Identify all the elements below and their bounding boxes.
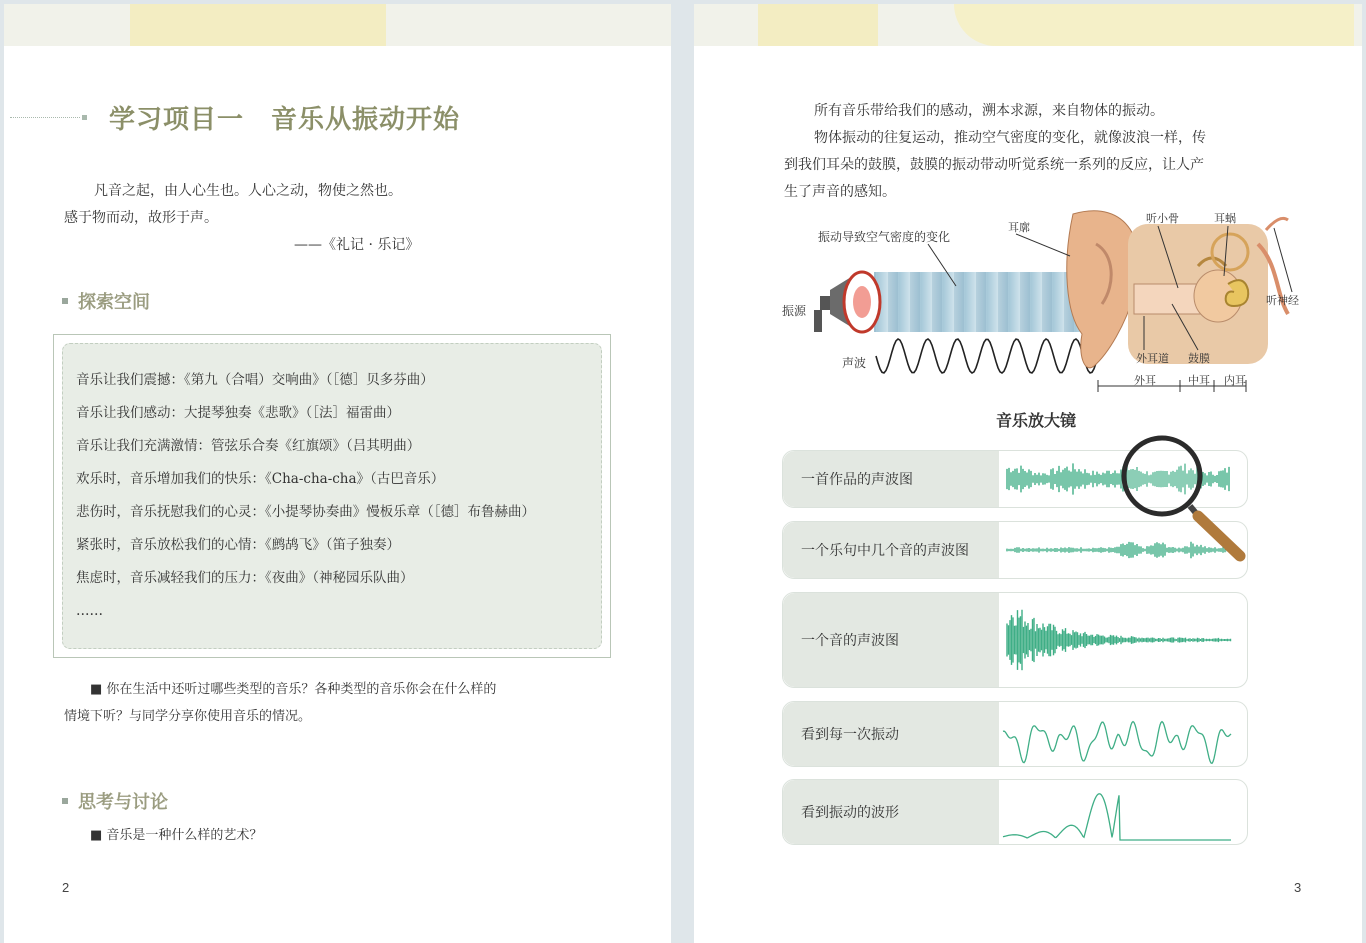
vibration-source-label: 振源 [782, 304, 807, 318]
explanation-line-3: 生了声音的感知。 [784, 184, 896, 200]
music-examples-list [76, 369, 535, 633]
magnifier-title: 音乐放大镜 [996, 411, 1077, 430]
title-marker [82, 115, 87, 120]
page-header-band [4, 4, 671, 46]
section-heading-text: 思考与讨论 [78, 792, 168, 813]
music-example-item: 音乐让我们感动：大提琴独奏《悲歌》（［法］福雷曲） [76, 405, 400, 421]
activity-prompt-line-2: 情境下听？与同学分享你使用音乐的情况。 [64, 709, 312, 724]
music-example-item: 焦虑时，音乐减轻我们的压力：《夜曲》（神秘园乐队曲） [76, 570, 414, 586]
quote-line-1: 凡音之起，由人心生也。人心之动，物使之然也。 [94, 183, 402, 199]
discussion-question: ■ 音乐是一种什么样的艺术？ [90, 828, 263, 843]
left-page [4, 4, 671, 943]
activity-prompt-line-1: ■ 你在生活中还听过哪些类型的音乐？各种类型的音乐你会在什么样的 [90, 682, 497, 697]
vibration-curve [1003, 794, 1231, 840]
header-decoration [954, 4, 1354, 46]
waveform-single-note [999, 593, 1247, 687]
quote-line-2: 感于物而动，故形于声。 [64, 210, 218, 226]
waveform-row-wave-shape [782, 779, 1248, 845]
intro-paragraph: 所有音乐带给我们的感动，溯本求源，来自物体的振动。 [814, 103, 1164, 119]
music-example-item: …… [76, 603, 103, 619]
ear-canal-label: 外耳道 [1136, 352, 1169, 365]
ossicles-label: 听小骨 [1146, 212, 1179, 225]
right-page [694, 4, 1362, 943]
sound-wave-curve [876, 339, 1098, 373]
title-row [4, 99, 460, 136]
explanation-line-2: 到我们耳朵的鼓膜，鼓膜的振动带动听觉系统一系列的反应，让人产 [784, 157, 1204, 173]
row-label: 一个音的声波图 [783, 593, 999, 687]
waveform-wave-shape [999, 780, 1247, 844]
section-marker [62, 298, 68, 304]
music-example-item: 音乐让我们充满激情：管弦乐合奏《红旗颂》（吕其明曲） [76, 438, 421, 454]
music-example-item: 悲伤时，音乐抚慰我们的心灵：《小提琴协奏曲》慢板乐章（［德］布鲁赫曲） [76, 504, 535, 520]
title-dotted-rule [10, 117, 80, 118]
music-example-item: 欢乐时，音乐增加我们的快乐：《Cha-cha-cha》（古巴音乐） [76, 471, 445, 487]
air-density-label: 振动导致空气密度的变化 [818, 230, 951, 244]
music-examples-box [53, 334, 611, 658]
row-label: 看到振动的波形 [783, 780, 999, 844]
quote-source: ——《礼记 · 乐记》 [294, 237, 420, 253]
eardrum-label: 鼓膜 [1188, 352, 1210, 365]
outer-ear-label: 外耳 [1134, 374, 1156, 387]
music-example-item: 紧张时，音乐放松我们的心情：《鹧鸪飞》（笛子独奏） [76, 537, 400, 553]
row-label: 看到每一次振动 [783, 702, 999, 766]
ear-illustration [1067, 211, 1288, 368]
section-heading-discuss [62, 788, 168, 814]
waveform-row-single-note [782, 592, 1248, 688]
vibration-curve [1003, 722, 1231, 764]
waveform-each-vibration [999, 702, 1247, 766]
section-heading-text: 探索空间 [78, 292, 150, 313]
music-example-item: 音乐让我们震撼：《第九（合唱）交响曲》（［德］贝多芬曲） [76, 372, 434, 388]
header-decoration [758, 4, 878, 46]
middle-ear-label: 中耳 [1188, 374, 1210, 387]
row-label: 一首作品的声波图 [783, 451, 999, 507]
megaphone-icon [814, 272, 880, 332]
section-heading-explore [62, 288, 150, 314]
auditory-nerve-label: 听神经 [1266, 294, 1299, 307]
page-title: 学习项目一 音乐从振动开始 [109, 105, 461, 135]
inner-ear-label: 内耳 [1224, 374, 1246, 387]
waveform-row-each-vibration [782, 701, 1248, 767]
explanation-line-1: 物体振动的往复运动，推动空气密度的变化，就像波浪一样，传 [814, 130, 1206, 146]
page-header-band [694, 4, 1362, 46]
cochlea-label: 耳蜗 [1214, 212, 1236, 225]
page-number: 3 [1294, 880, 1302, 895]
row-label: 一个乐句中几个音的声波图 [783, 522, 999, 578]
header-decoration [130, 4, 386, 46]
pinna-label: 耳廓 [1008, 221, 1030, 234]
magnifier-icon [1114, 434, 1254, 564]
section-marker [62, 798, 68, 804]
page-number: 2 [62, 880, 70, 895]
sound-wave-label: 声波 [842, 356, 867, 370]
